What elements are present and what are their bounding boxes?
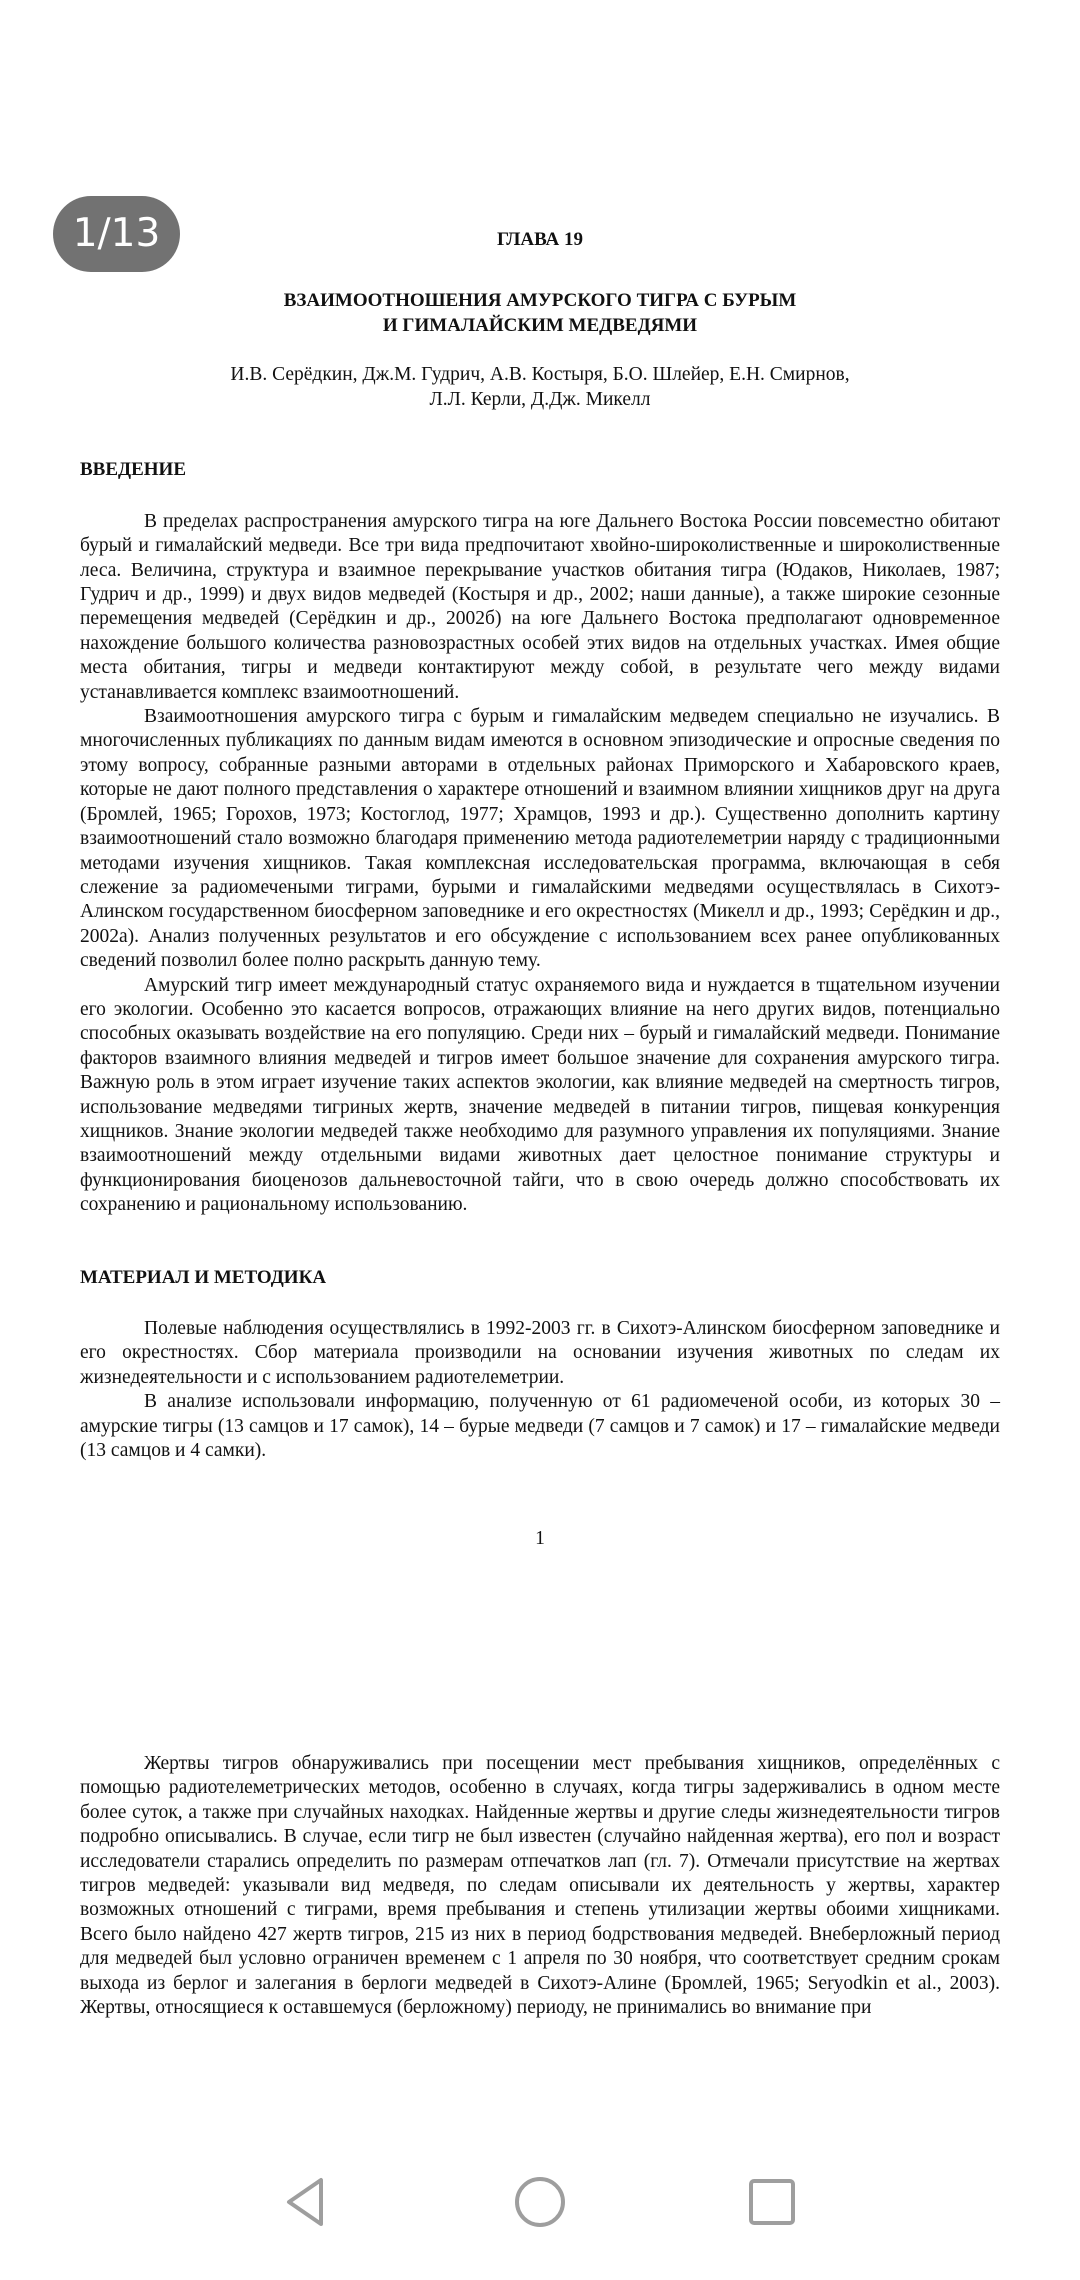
- paragraph: В пределах распространения амурского тигра на юге Дальнего Востока России повсеместно обитают бурый и гималайский медведи. Все три вида предпочитают хвойно-широколиственные и широколиственные леса. Величина, структура и взаимное перекрывание участков обитания тигра (Юдаков, Николаев, 1987; Гудрич и др., 1999) и двух видов медведей (Костыря и др., 2002; наши данные), а также широкие сезонные перемещения медведей (Серёдкин и др., 2002б) на юге Дальнего Востока предполагают одновременное нахождение большого количества разновозрастных особей этих видов на отдельных участках. Имея общие места обитания, тигры и медведи контактируют между собой, в результате чего между видами устанавливается комплекс взаимоотношений.: [80, 510, 1000, 703]
- chapter-label: ГЛАВА 19: [496, 229, 584, 250]
- recent-apps-square-icon: [742, 2172, 802, 2232]
- authors-line: Л.Л. Керли, Д.Дж. Микелл: [429, 389, 651, 411]
- back-button[interactable]: [257, 2152, 357, 2252]
- document-page-2: [80, 1752, 1000, 2020]
- section-heading-introduction: ВВЕДЕНИЕ: [80, 459, 186, 481]
- chapter-title-line: ВЗАИМООТНОШЕНИЯ АМУРСКОГО ТИГРА С БУРЫМ: [283, 290, 797, 312]
- recent-apps-button[interactable]: [722, 2152, 822, 2252]
- system-navigation-bar: [0, 2130, 1080, 2280]
- chapter-title-line: И ГИМАЛАЙСКИМ МЕДВЕДЯМИ: [382, 315, 698, 337]
- page-indicator: 1/13: [53, 196, 180, 272]
- home-button[interactable]: [490, 2152, 590, 2252]
- paragraph: Амурский тигр имеет международный статус охраняемого вида и нуждается в тщательном изучении его экологии. Особенно это касается вопросов, отражающих влияние на него других видов, потенциально способных оказывать воздействие на его популяцию. Среди них – бурый и гималайский медведи. Понимание факторов взаимного влияния медведей и тигров имеет большое значение для сохранения амурского тигра. Важную роль в этом играет изучение таких аспектов экологии, как влияние медведей на смертность тигров, использование медведями тигриных жертв, значение медведей в питании тигров, пищевая конкуренция хищников. Знание экологии медведей также необходимо для разумного управления их популяциями. Знание взаимоотношений между отдельными видами животных дает целостное понимание структуры и функционирования биоценозов дальневосточной тайги, что в свою очередь должно способствовать их сохранению и рациональному использованию.: [80, 974, 1000, 1216]
- authors-line: И.В. Серёдкин, Дж.М. Гудрич, А.В. Костыря, Б.О. Шлейер, Е.Н. Смирнов,: [230, 364, 850, 386]
- home-circle-icon: [510, 2172, 570, 2232]
- section-heading-methods: МАТЕРИАЛ И МЕТОДИКА: [80, 1266, 327, 1288]
- chapter-title: [80, 288, 1000, 338]
- paragraph: В анализе использовали информацию, полученную от 61 радиомеченой особи, из которых 30 – амурские тигры (13 самцов и 17 самок), 14 – бурые медведи (7 самцов и 7 самок) и 17 – гималайские медведи (13 самцов и 4 самки).: [80, 1391, 1000, 1462]
- paragraph: Жертвы тигров обнаруживались при посещении мест пребывания хищников, определённых с помощью радиотелеметрических методов, особенно в случаях, когда тигры задерживались в одном месте более суток, а также при случайных находках. Найденные жертвы и другие следы жизнедеятельности тигров подробно описывались. В случае, если тигр не был известен (случайно найденная жертва), его пол и возраст исследователи старались определить по размерам отпечатков лап (гл. 7). Отмечали присутствие на жертвах тигров медведей: указывали вид медведя, по следам описывали их деятельность у жертвы, характер возможных отношений с тиграми, время пребывания и степень утилизации жертвы обоими хищниками. Всего было найдено 427 жертв тигров, 215 из них в период бодрствования медведей. Внеберложный период для медведей был условно ограничен временем с 1 апреля по 30 ноября, что соответствует средним срокам выхода из берлог и залегания в берлоги медведей в Сихотэ-Алине (Бромлей, 1965; Seryodkin et al., 2003). Жертвы, относящиеся к оставшемуся (берложному) периоду, не принимались во внимание при: [80, 1753, 1000, 2019]
- page-number: 1: [535, 1528, 545, 1550]
- document-page-1: [80, 228, 1000, 1552]
- back-triangle-icon: [277, 2172, 337, 2232]
- paragraph: Взаимоотношения амурского тигра с бурым и гималайским медведем специально не изучались. В многочисленных публикациях по данным видам имеются в основном эпизодические и опросные сведения по этому вопросу, собранные разными авторами в отдельных районах Приморского и Хабаровского краев, которые не дают полного представления о характере отношений и взаимном влиянии хищников друг на друга (Бромлей, 1965; Горохов, 1973; Костоглод, 1977; Храмцов, 1993 и др.). Существенно дополнить картину взаимоотношений стало возможно благодаря применению метода радиотелеметрии наряду с традиционными методами изучения хищников. Такая комплексная исследовательская программа, включающая в себя слежение за радиомечеными тиграми, бурыми и гималайскими медведями осуществлялась в Сихотэ-Алинском государственном биосферном заповеднике и его окрестностях (Микелл и др., 1993; Серёдкин и др., 2002а). Анализ полученных результатов и его обсуждение с использованием всех ранее опубликованных сведений позволил более полно раскрыть данную тему.: [80, 706, 1000, 972]
- authors: [80, 362, 1000, 412]
- paragraph: Полевые наблюдения осуществлялись в 1992-2003 гг. в Сихотэ-Алинском биосферном заповеднике и его окрестностях. Сбор материала производили на основании изучения животных по следам их жизнедеятельности и с использованием радиотелеметрии.: [80, 1318, 1000, 1388]
